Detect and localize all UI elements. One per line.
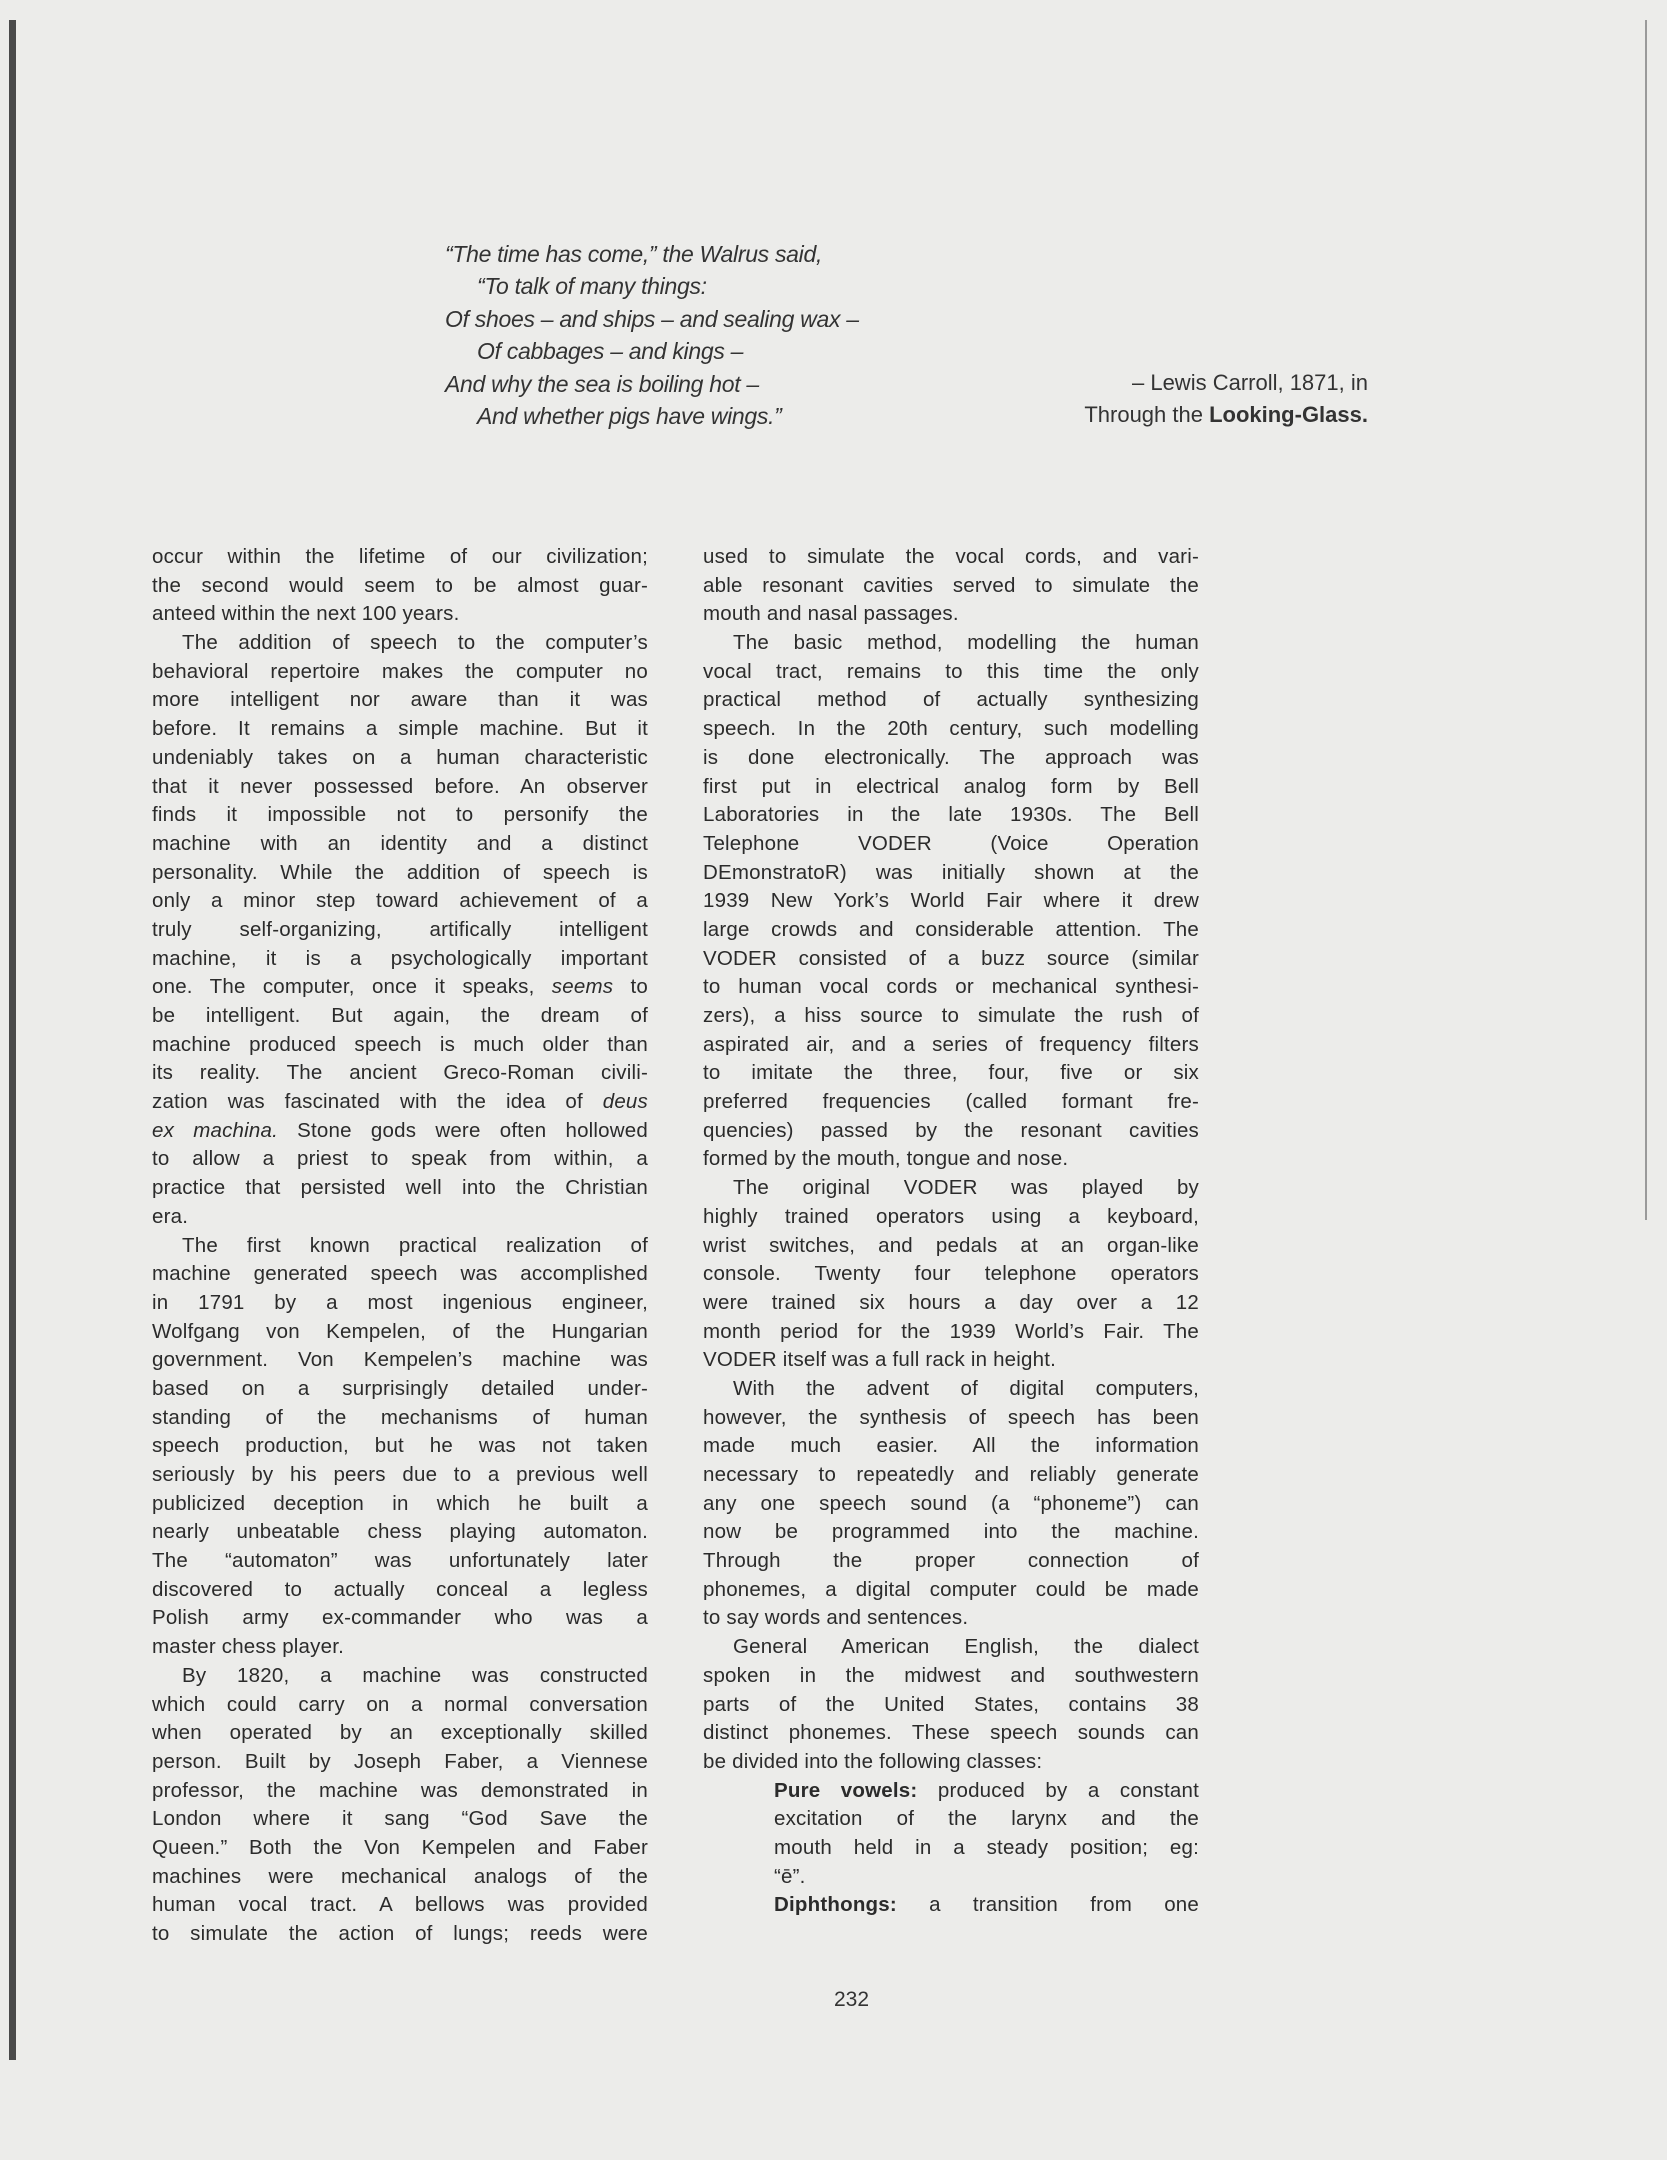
text-span: to — [613, 975, 648, 999]
text-line: Laboratories in the late 1930s. The Bell — [703, 803, 1199, 827]
text-line: when operated by an exceptionally skilled — [152, 1721, 648, 1745]
text-line: person. Built by Joseph Faber, a Viennese — [152, 1749, 648, 1773]
epigraph-poem — [445, 238, 859, 432]
text-line: quencies) passed by the resonant cavities — [703, 1118, 1199, 1142]
attribution-author: – Lewis Carroll, 1871, in — [1131, 370, 1368, 395]
text-line: The original VODER was played by — [733, 1176, 1199, 1200]
text-line: truly self-organizing, artifically intelligent — [152, 917, 648, 941]
text-line — [152, 1088, 648, 1117]
text-line — [152, 973, 648, 1002]
paragraph — [703, 1375, 1199, 1633]
text-line: to allow a priest to speak from within, a — [152, 1147, 648, 1171]
text-line: 1939 New York’s World Fair where it drew — [703, 889, 1199, 913]
text-line: mouth and nasal passages. — [703, 602, 959, 626]
text-line: first put in electrical analog form by Bell — [703, 774, 1199, 798]
bold-term: Pure vowels: — [774, 1778, 918, 1802]
text-span: zation was fascinated with the idea of — [152, 1090, 603, 1114]
text-line: VODER itself was a full rack in height. — [703, 1348, 1057, 1372]
text-column-right — [703, 543, 1199, 1920]
text-line: to say words and sentences. — [703, 1606, 969, 1630]
source-title: Looking-Glass. — [1209, 402, 1368, 428]
paragraph — [703, 629, 1199, 1174]
text-line: necessary to repeatedly and reliably generate — [703, 1463, 1199, 1486]
text-line: large crowds and considerable attention. The — [703, 917, 1199, 941]
text-line: mouth held in a steady position; eg: — [774, 1835, 1199, 1859]
text-line — [774, 1891, 1199, 1920]
text-line: in 1791 by a most ingenious engineer, — [152, 1290, 648, 1314]
italic-text: deus — [602, 1090, 648, 1114]
text-line: Through the proper connection of — [703, 1549, 1199, 1573]
text-line: is done electronically. The approach was — [703, 745, 1199, 769]
text-line: to simulate the action of lungs; reeds were — [152, 1922, 648, 1945]
text-line: Telephone VODER (Voice Operation — [703, 831, 1199, 855]
text-line: made much easier. All the information — [703, 1434, 1199, 1458]
definition-item — [703, 1777, 1199, 1892]
text-line: preferred frequencies (called formant fre- — [703, 1090, 1199, 1114]
bold-term: Diphthongs: — [774, 1893, 897, 1917]
text-line: distinct phonemes. These speech sounds can — [703, 1721, 1199, 1745]
text-line: personality. While the addition of speech is — [152, 860, 648, 884]
text-line: practical method of actually synthesizing — [703, 688, 1199, 712]
text-line: finds it impossible not to personify the — [152, 803, 648, 827]
text-line: behavioral repertoire makes the computer no — [152, 659, 648, 683]
text-line: publicized deception in which he built a — [152, 1491, 648, 1515]
text-line: undeniably takes on a human characteristic — [152, 745, 648, 769]
text-line: console. Twenty four telephone operators — [703, 1262, 1199, 1286]
text-line: to human vocal cords or mechanical synthesi- — [703, 975, 1199, 999]
text-line: DEmonstratoR) was initially shown at the — [703, 860, 1199, 884]
paragraph — [703, 1174, 1199, 1375]
poem-line: Of shoes – and ships – and sealing wax – — [445, 305, 859, 332]
text-line: occur within the lifetime of our civilization; — [152, 545, 648, 568]
text-line: excitation of the larynx and the — [774, 1807, 1199, 1831]
text-span: one. The computer, once it speaks, — [152, 975, 552, 999]
page-number: 232 — [834, 1988, 870, 2011]
text-line: parts of the United States, contains 38 — [703, 1692, 1199, 1716]
text-line: speech production, but he was not taken — [152, 1434, 648, 1458]
text-line: London where it sang “God Save the — [152, 1807, 648, 1831]
source-prefix: Through the — [1084, 402, 1210, 428]
poem-line: Of cabbages – and kings – — [477, 338, 744, 365]
text-line — [152, 1117, 648, 1146]
text-line: the second would seem to be almost guar- — [152, 573, 648, 597]
text-line: VODER consisted of a buzz source (similar — [703, 946, 1199, 970]
text-line: wrist switches, and pedals at an organ-like — [703, 1233, 1199, 1257]
text-line: Polish army ex-commander who was a — [152, 1606, 648, 1630]
text-line: The addition of speech to the computer’s — [182, 631, 648, 655]
text-line: By 1820, a machine was constructed — [182, 1663, 648, 1687]
text-line: The “automaton” was unfortunately later — [152, 1549, 648, 1573]
text-line: The first known practical realization of — [182, 1233, 648, 1257]
text-line: vocal tract, remains to this time the only — [703, 659, 1199, 683]
text-line: were trained six hours a day over a 12 — [703, 1290, 1199, 1314]
paragraph — [152, 1662, 648, 1949]
attribution-source — [1084, 399, 1368, 431]
text-line: based on a surprisingly detailed under- — [152, 1376, 648, 1400]
text-span: produced by a constant — [917, 1778, 1199, 1802]
italic-text: ex machina. — [152, 1118, 278, 1142]
text-line: government. Von Kempelen’s machine was — [152, 1348, 648, 1372]
text-line: nearly unbeatable chess playing automaton. — [152, 1520, 648, 1544]
text-line: be divided into the following classes: — [703, 1749, 1043, 1773]
text-line: able resonant cavities served to simulate the — [703, 573, 1199, 597]
text-line: Wolfgang von Kempelen, of the Hungarian — [152, 1319, 648, 1343]
definition-item — [703, 1891, 1199, 1920]
text-line: machine, it is a psychologically important — [152, 946, 648, 970]
text-line: that it never possessed before. An observer — [152, 774, 648, 798]
text-line: With the advent of digital computers, — [733, 1376, 1199, 1400]
text-line: spoken in the midwest and southwestern — [703, 1663, 1199, 1687]
text-span: Stone gods were often hollowed — [278, 1118, 648, 1142]
text-line — [774, 1777, 1199, 1806]
text-line: month period for the 1939 World’s Fair. The — [703, 1319, 1199, 1343]
paragraph — [703, 543, 1199, 629]
text-line: now be programmed into the machine. — [703, 1520, 1199, 1544]
text-line: any one speech sound (a “phoneme”) can — [703, 1491, 1199, 1515]
poem-line: “To talk of many things: — [477, 273, 707, 300]
poem-line: “The time has come,” the Walrus said, — [445, 241, 823, 267]
text-line: highly trained operators using a keyboard, — [703, 1204, 1199, 1228]
poem-line: And why the sea is boiling hot – — [445, 370, 759, 397]
text-line: anteed within the next 100 years. — [152, 602, 460, 626]
text-line: “ē”. — [774, 1864, 806, 1888]
text-line: master chess player. — [152, 1635, 344, 1659]
text-line: machine generated speech was accomplished — [152, 1262, 648, 1286]
text-line: aspirated air, and a series of frequency filters — [703, 1032, 1199, 1056]
text-line: discovered to actually conceal a legless — [152, 1577, 648, 1601]
text-line: seriously by his peers due to a previous well — [152, 1463, 648, 1486]
text-line: however, the synthesis of speech has been — [703, 1405, 1199, 1429]
italic-text: seems — [551, 975, 614, 999]
text-line: machine with an identity and a distinct — [152, 831, 648, 855]
poem-line: And whether pigs have wings.” — [477, 403, 782, 430]
text-line: only a minor step toward achievement of a — [152, 889, 648, 913]
text-line: human vocal tract. A bellows was provided — [152, 1893, 648, 1917]
text-line: formed by the mouth, tongue and nose. — [703, 1147, 1069, 1171]
text-line: era. — [152, 1204, 189, 1228]
binding-edge — [9, 20, 16, 2060]
text-line: standing of the mechanisms of human — [152, 1405, 648, 1429]
text-line: machine produced speech is much older than — [152, 1032, 648, 1056]
text-column-left — [152, 543, 648, 1949]
text-line: speech. In the 20th century, such modelling — [703, 717, 1199, 741]
text-line: to imitate the three, four, five or six — [703, 1061, 1199, 1085]
text-line: which could carry on a normal conversation — [152, 1692, 648, 1716]
text-line: more intelligent nor aware than it was — [152, 688, 648, 712]
text-line: its reality. The ancient Greco-Roman civili- — [152, 1061, 648, 1085]
text-line: zers), a hiss source to simulate the rush of — [703, 1004, 1199, 1027]
epigraph-attribution — [1084, 367, 1368, 432]
paragraph — [152, 543, 648, 629]
paragraph — [152, 629, 648, 1231]
text-line: before. It remains a simple machine. But it — [152, 717, 648, 741]
text-line: practice that persisted well into the Christian — [152, 1176, 648, 1200]
paragraph — [152, 1232, 648, 1662]
text-line: machines were mechanical analogs of the — [152, 1864, 648, 1888]
page-edge — [1645, 20, 1647, 1220]
paragraph — [703, 1633, 1199, 1776]
text-span: a transition from one — [896, 1893, 1199, 1917]
text-line: Queen.” Both the Von Kempelen and Faber — [152, 1835, 648, 1859]
text-line: phonemes, a digital computer could be made — [703, 1577, 1199, 1601]
text-line: professor, the machine was demonstrated in — [152, 1778, 648, 1802]
text-line: General American English, the dialect — [733, 1635, 1199, 1659]
text-line: used to simulate the vocal cords, and vari- — [703, 545, 1199, 568]
text-line: The basic method, modelling the human — [733, 631, 1199, 655]
text-line: be intelligent. But again, the dream of — [152, 1004, 648, 1027]
